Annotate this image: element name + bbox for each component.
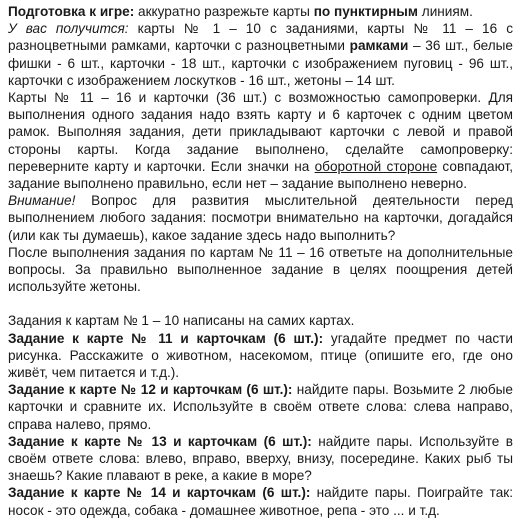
paragraph-task-14 [8,484,513,518]
contents-bold-frames: рамками [349,38,409,54]
preparation-tail: линиям. [417,4,473,19]
contents-text-1: карты № 1 – 10 с заданиями, карты № 11 – 16 с разноцветными рамками, карточки с разноцветными [8,21,513,54]
task-13-text: найдите пары. Используйте в своём ответе слова: влево, вправо, вверху, внизу, посередине. Каких рыб ты знаешь? Какие плавают в реке, а какие в море? [8,433,513,484]
paragraph-task-11 [8,330,513,382]
task-11-label: Задание к карте № 11 и карточкам (6 шт.): [8,330,324,346]
paragraph-contents [8,20,513,89]
task-14-text: найдите пары. Поиграйте так: носок - это одежда, собака - домашнее животное, репа - это ... и т.д. [8,485,513,518]
self-check-underline: оборотной стороне [314,158,438,174]
cards-1-10-text: Задания к картам № 1 – 10 написаны на самих картах. [8,313,355,329]
paragraph-cards-1-10 [8,312,513,329]
preparation-text: аккуратно разрежьте карты [134,4,314,19]
contents-text-2: – 36 шт., белые фишки - 6 шт., карточки - 18 шт., карточки с изображением пуговиц - 96 шт., карточки с изображением лоскутков - 16 шт., жетоны – 14 шт. [8,38,513,88]
preparation-label: Подготовка к игре: [8,4,135,19]
task-14-label: Задание к карте № 14 и карточкам (6 шт.): [8,485,311,501]
task-12-text: найдите пары. Возьмите 2 любые карточки и сравните их. Используйте в своём ответе слова: слева направо, справа налево, прямо. [8,382,513,432]
attention-text: Вопрос для развития мыслительной деятельности перед выполнением любого задания: посмотри внимательно на карточки, догадайся (или как ты думаешь), какое задание здесь надо выполнить? [8,193,513,243]
paragraph-task-13 [8,433,513,485]
self-check-text-2: совпадают, задание выполнено правильно, если нет – задание выполнено неверно. [8,158,513,192]
paragraph-attention [8,192,513,244]
self-check-text-1: Карты № 11 – 16 и карточки (36 шт.) с возможностью самопроверки. Для выполнения одного задания надо взять карту и 6 карточек с одним цветом рамок. Выполняя задания, дети прикладывают карточки с левой и правой стороны карты. Когда задание выполнено, сделайте самопроверку: переверните карту и карточки. Если значки на [8,90,513,174]
task-12-label: Задание к карте № 12 и карточкам (6 шт.): [8,382,293,398]
paragraph-spacer [8,295,513,312]
paragraph-task-12 [8,381,513,433]
preparation-bold-text: по пунктирным [313,4,418,19]
paragraph-additional-questions [8,244,513,296]
paragraph-preparation [8,3,513,20]
additional-questions-text: После выполнения задания по картам № 11 – 16 ответьте на дополнительные вопросы. За правильно выполненное задание в целях поощрения детей используйте жетоны. [8,244,513,295]
task-13-label: Задание к карте № 13 и карточкам (6 шт.): [8,433,312,449]
task-11-text: угадайте предмет по части рисунка. Расскажите о животном, насекомом, птице (опишите его, где оно живёт, чем питается и т.д.). [8,330,513,381]
attention-label: Внимание! [8,193,76,209]
paragraph-self-check [8,89,513,192]
contents-label: У вас получится: [8,21,129,37]
